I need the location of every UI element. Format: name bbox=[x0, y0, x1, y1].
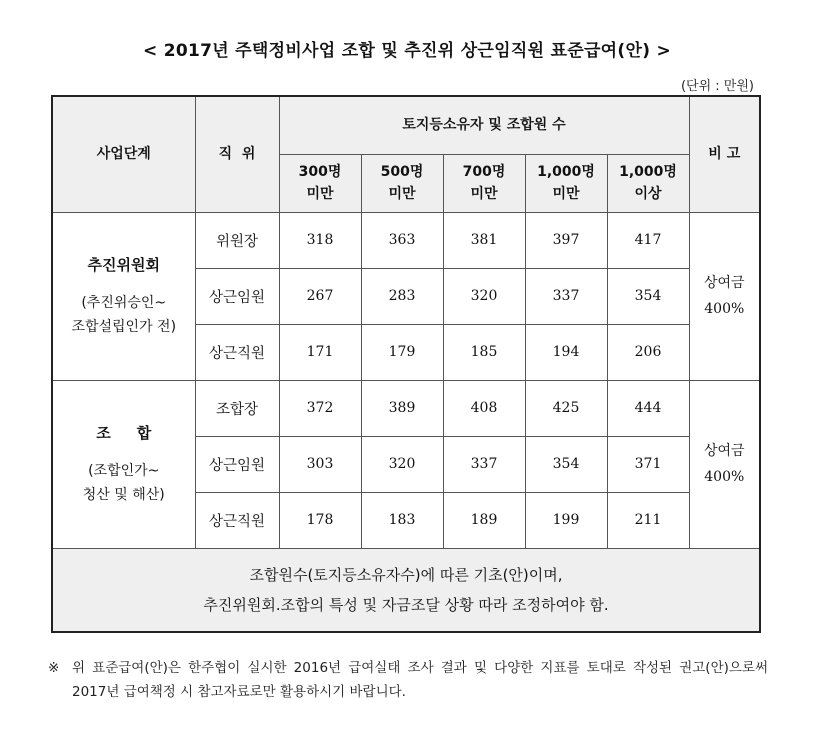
position-cell: 상근직원 bbox=[195, 324, 279, 380]
stage-cell-committee: 추진위원회 (추진위승인~ 조합설립인가 전) bbox=[52, 212, 195, 380]
value-cell: 199 bbox=[525, 492, 607, 548]
unit-label: (단위 : 만원) bbox=[680, 79, 754, 94]
value-cell: 372 bbox=[279, 380, 361, 436]
table-row bbox=[52, 380, 760, 436]
value-cell: 337 bbox=[443, 436, 525, 492]
header-col-1: 300명 미만 bbox=[279, 154, 361, 212]
value-cell: 267 bbox=[279, 268, 361, 324]
value-cell: 189 bbox=[443, 492, 525, 548]
table-note-line-1: 조합원수(토지등소유자수)에 따른 기초(안)이며, bbox=[249, 565, 563, 584]
value-cell: 337 bbox=[525, 268, 607, 324]
value-cell: 178 bbox=[279, 492, 361, 548]
value-cell: 354 bbox=[525, 436, 607, 492]
value-cell: 185 bbox=[443, 324, 525, 380]
value-cell: 363 bbox=[361, 212, 443, 268]
header-col-2: 500명 미만 bbox=[361, 154, 443, 212]
position-cell: 위원장 bbox=[195, 212, 279, 268]
stage-cell-union: 조 합 (조합인가~ 청산 및 해산) bbox=[52, 380, 195, 548]
salary-table bbox=[51, 95, 761, 633]
value-cell: 397 bbox=[525, 212, 607, 268]
header-col-5: 1,000명 이상 bbox=[607, 154, 689, 212]
header-remark: 비 고 bbox=[689, 96, 760, 212]
reference-mark: ※ bbox=[48, 660, 60, 676]
value-cell: 389 bbox=[361, 380, 443, 436]
position-cell: 상근임원 bbox=[195, 268, 279, 324]
value-cell: 194 bbox=[525, 324, 607, 380]
table-note-row bbox=[52, 548, 760, 632]
footnote bbox=[48, 656, 768, 704]
header-col-4: 1,000명 미만 bbox=[525, 154, 607, 212]
position-cell: 조합장 bbox=[195, 380, 279, 436]
value-cell: 206 bbox=[607, 324, 689, 380]
value-cell: 444 bbox=[607, 380, 689, 436]
position-cell: 상근임원 bbox=[195, 436, 279, 492]
header-stage: 사업단계 bbox=[52, 96, 195, 212]
remark-cell-committee: 상여금 400% bbox=[689, 212, 760, 380]
value-cell: 381 bbox=[443, 212, 525, 268]
value-cell: 283 bbox=[361, 268, 443, 324]
value-cell: 183 bbox=[361, 492, 443, 548]
value-cell: 425 bbox=[525, 380, 607, 436]
table-row bbox=[52, 212, 760, 268]
position-cell: 상근직원 bbox=[195, 492, 279, 548]
value-cell: 303 bbox=[279, 436, 361, 492]
value-cell: 320 bbox=[443, 268, 525, 324]
header-owner-count: 토지등소유자 및 조합원 수 bbox=[279, 96, 689, 154]
table-note bbox=[52, 548, 760, 632]
table-note-line-2: 추진위원회.조합의 특성 및 자금조달 상황 따라 조정하여야 함. bbox=[203, 595, 609, 614]
value-cell: 408 bbox=[443, 380, 525, 436]
footnote-text: 위 표준급여(안)은 한주협이 실시한 2016년 급여실태 조사 결과 및 다양한 지표를 토대로 작성된 권고(안)으로써 2017년 급여책정 시 참고자료로만 활용하시기 바랍니다. bbox=[72, 660, 768, 700]
value-cell: 179 bbox=[361, 324, 443, 380]
value-cell: 320 bbox=[361, 436, 443, 492]
value-cell: 211 bbox=[607, 492, 689, 548]
remark-cell-union: 상여금 400% bbox=[689, 380, 760, 548]
header-col-3: 700명 미만 bbox=[443, 154, 525, 212]
value-cell: 417 bbox=[607, 212, 689, 268]
value-cell: 371 bbox=[607, 436, 689, 492]
value-cell: 171 bbox=[279, 324, 361, 380]
header-row-1 bbox=[52, 96, 760, 154]
value-cell: 318 bbox=[279, 212, 361, 268]
page-title: < 2017년 주택정비사업 조합 및 추진위 상근임직원 표준급여(안) > bbox=[142, 41, 672, 61]
value-cell: 354 bbox=[607, 268, 689, 324]
header-position: 직 위 bbox=[195, 96, 279, 212]
